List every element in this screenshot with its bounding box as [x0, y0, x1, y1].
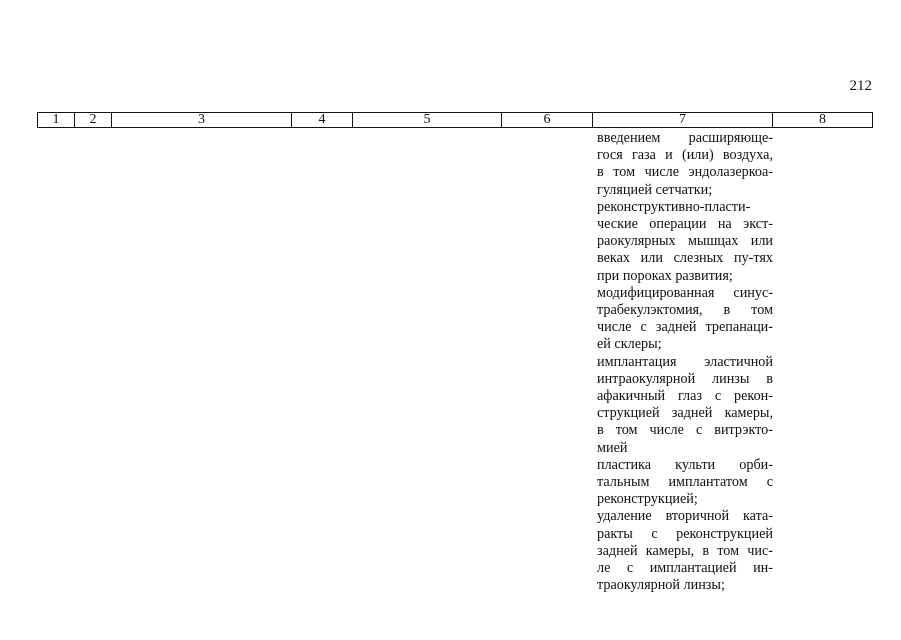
- column-7-line: числе с задней трепанаци-: [597, 319, 773, 336]
- column-7-line: удаление вторичной ката-: [597, 508, 773, 525]
- column-7-line: афакичный глаз с рекон-: [597, 388, 773, 405]
- column-7-line: имплантация эластичной: [597, 353, 773, 370]
- column-7-line: реконструктивно-пласти-: [597, 198, 751, 215]
- page-number: 212: [849, 78, 872, 94]
- header-col-6: 6: [502, 113, 593, 128]
- header-col-1: 1: [38, 113, 75, 128]
- column-7-line: трабекулэктомия, в том: [597, 302, 773, 319]
- column-7-line: веках или слезных пу-тях: [597, 250, 773, 267]
- header-col-4: 4: [292, 113, 353, 128]
- column-7-line: ле с имплантацией ин-: [597, 560, 773, 577]
- column-7-line: при пороках развития;: [597, 267, 733, 284]
- column-7-line: модифицированная синус-: [597, 284, 773, 301]
- column-7-line: траокулярной линзы;: [597, 577, 725, 594]
- column-7-line: тальным имплантатом с: [597, 474, 773, 491]
- column-7-line: гося газа и (или) воздуха,: [597, 147, 773, 164]
- column-7-line: гуляцией сетчатки;: [597, 181, 713, 198]
- column-7-line: мией: [597, 439, 628, 456]
- column-header-table: [37, 112, 873, 128]
- column-7-line: реконструкцией;: [597, 491, 698, 508]
- column-7-line: в том числе с витрэкто-: [597, 422, 773, 439]
- header-col-7: 7: [593, 113, 773, 128]
- header-col-3: 3: [112, 113, 292, 128]
- column-7-line: струкцией задней камеры,: [597, 405, 773, 422]
- header-col-8: 8: [773, 113, 873, 128]
- column-7-line: ей склеры;: [597, 336, 662, 353]
- column-7-text: [597, 130, 773, 594]
- column-7-line: ракты с реконструкцией: [597, 525, 773, 542]
- column-7-line: в том числе эндолазеркоа-: [597, 164, 773, 181]
- header-col-2: 2: [75, 113, 112, 128]
- column-7-line: задней камеры, в том чис-: [597, 542, 773, 559]
- header-row: [38, 113, 873, 128]
- column-7-line: раокулярных мышцах или: [597, 233, 773, 250]
- header-col-5: 5: [353, 113, 502, 128]
- column-7-line: пластика культи орби-: [597, 456, 773, 473]
- column-7-line: введением расширяюще-: [597, 130, 773, 146]
- column-7-line: интраокулярной линзы в: [597, 370, 773, 387]
- column-7-line: ческие операции на экст-: [597, 216, 773, 233]
